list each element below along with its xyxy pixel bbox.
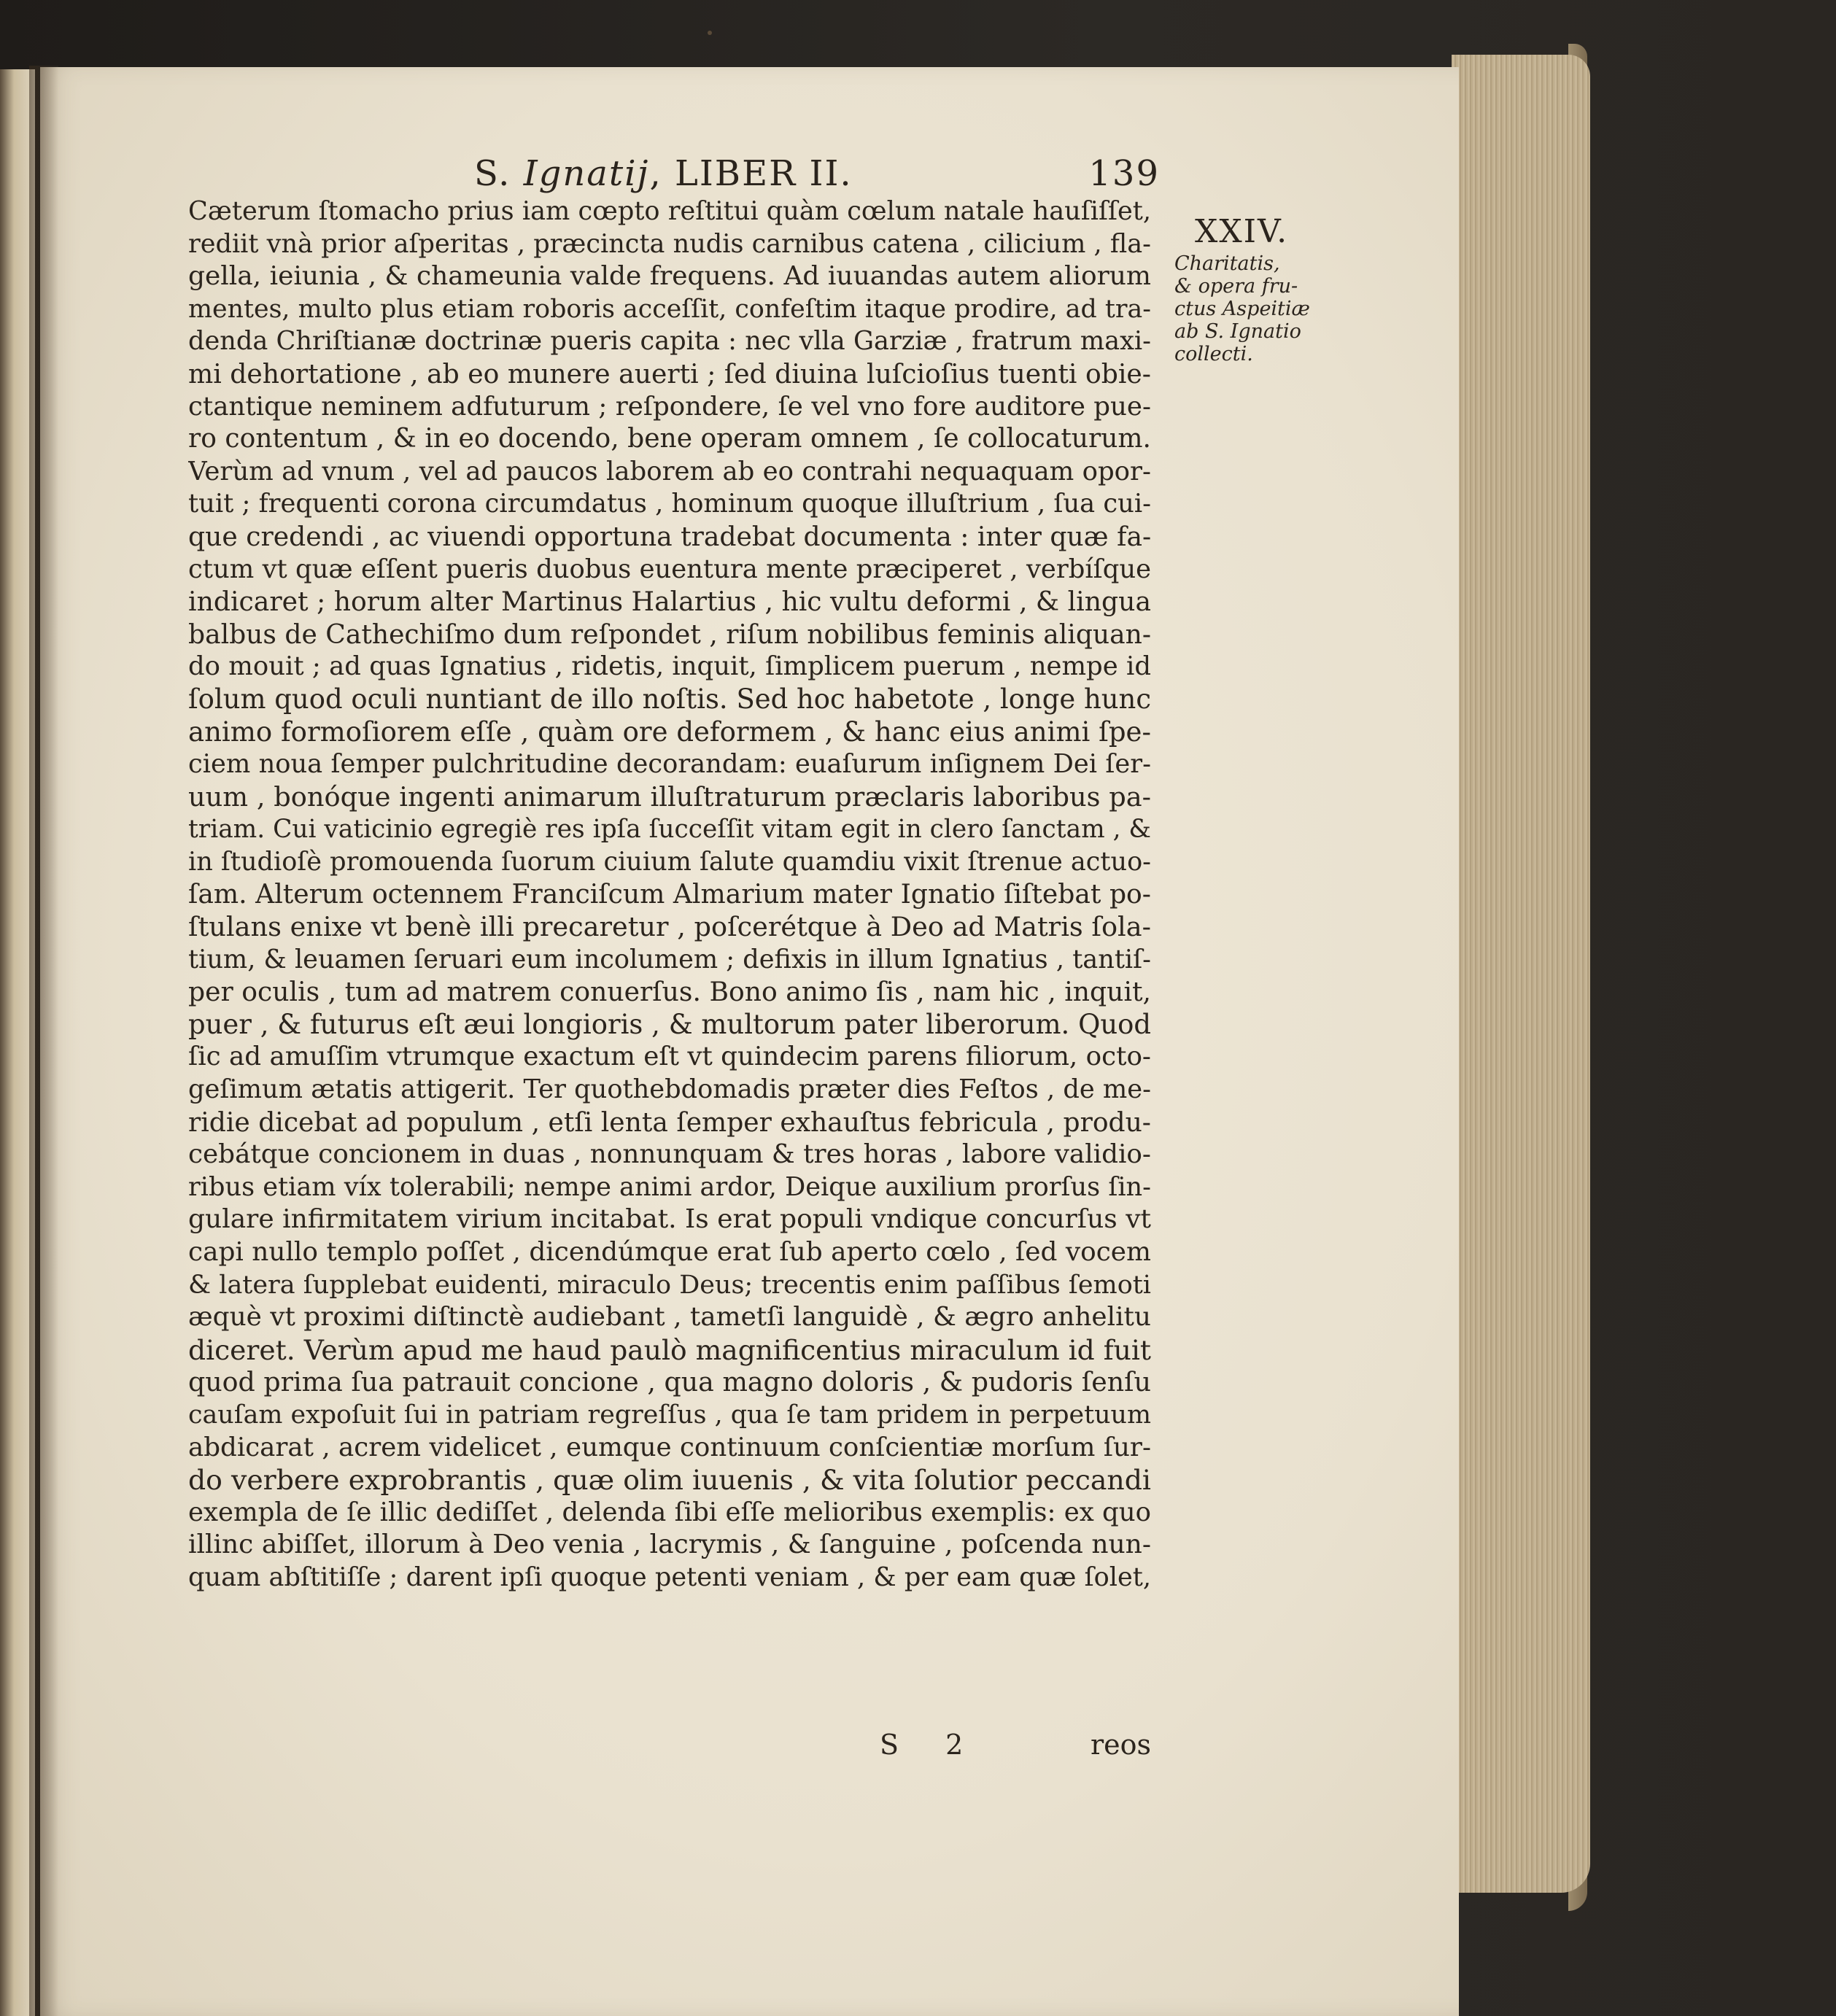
text-line: ribus etiam víx tolerabili; nempe animi ardor, Deique auxilium prorſus ſin- [188, 1171, 1151, 1202]
text-line: ſic ad amuſſim vtrumque exactum eſt vt quindecim parens filiorum, octo- [188, 1042, 1151, 1072]
text-line: æquè vt proximi diſtinctè audiebant , tametſi languidè , & ægro anhelitu [188, 1302, 1151, 1333]
margin-note-number: XXIV. [1195, 213, 1289, 250]
page-footer [188, 1729, 1151, 1765]
running-head-title [474, 153, 853, 194]
text-line: denda Chriſtianæ doctrinæ pueris capita : nec vlla Garziæ , fratrum maxi- [188, 326, 1151, 357]
text-line: indicaret ; horum alter Martinus Halartius , hic vultu deformi , & lingua [188, 586, 1151, 618]
text-line: triam. Cui vaticinio egregiè res ipſa ſucceſſit vitam egit in clero ſanctam , & [188, 815, 1151, 845]
text-line: abdicarat , acrem videlicet , eumque continuum conſcientiæ morſum ſur- [188, 1432, 1151, 1462]
text-line: do verbere exprobrantis , quæ olim iuuenis , & vita ſolutior peccandi [188, 1464, 1151, 1497]
text-line: ſolum quod oculi nuntiant de illo noſtis. Sed hoc habetote , longe hunc [188, 683, 1151, 715]
text-line: tuit ; frequenti corona circumdatus , hominum quoque illuſtrium , ſua cui- [188, 489, 1151, 519]
margin-note-line: collecti. [1174, 343, 1253, 365]
text-line: exempla de ſe illic dediſſet , delenda ſibi eſſe melioribus exemplis: ex quo [188, 1497, 1151, 1527]
text-line: cauſam expoſuit ſui in patriam regreſſus , qua ſe tam pridem in perpetuum [188, 1400, 1151, 1430]
body-text [188, 195, 1151, 1594]
margin-note-line: ctus Aspeitiæ [1174, 298, 1310, 320]
text-line: mentes, multo plus etiam roboris acceſſit, confeſtim itaque prodire, ad tra- [188, 294, 1151, 324]
text-line: diceret. Verùm apud me haud paulò magnificentius miraculum id fuit [188, 1333, 1151, 1366]
text-line: gulare infirmitatem virium incitabat. Is erat populi vndique concurſus vt [188, 1204, 1151, 1235]
page-number: 139 [1088, 153, 1160, 194]
text-line: ciem noua ſemper pulchritudine decorandam: euaſurum inſignem Dei ſer- [188, 749, 1151, 780]
text-line: balbus de Cathechiſmo dum reſpondet , riſum nobilibus feminis aliquan- [188, 619, 1151, 650]
text-line: do mouit ; ad quas Ignatius , ridetis, inquit, ſimplicem puerum , nempe id [188, 651, 1151, 682]
text-line: quod prima ſua patrauit concione , qua magno doloris , & pudoris ſenſu [188, 1366, 1151, 1398]
text-line: Verùm ad vnum , vel ad paucos laborem ab eo contrahi nequaquam opor- [188, 456, 1151, 486]
text-line: capi nullo templo poſſet , dicendúmque erat ſub aperto cœlo , ſed vocem [188, 1237, 1151, 1267]
text-line: gella, ieiunia , & chameunia valde frequens. Ad iuuandas autem aliorum [188, 261, 1151, 292]
text-line: Cæterum ſtomacho prius iam cœpto reſtitui quàm cœlum natale hauſiſſet, [188, 196, 1151, 226]
title-prefix: S. [474, 153, 524, 194]
text-line: illinc abiſſet, illorum à Deo venia , lacrymis , & ſanguine , poſcenda nun- [188, 1530, 1151, 1560]
text-line: rediit vnà prior aſperitas , præcincta nudis carnibus catena , cilicium , fla- [188, 228, 1151, 259]
text-line: ctantique neminem adfuturum ; reſpondere, ſe vel vno fore auditore pue- [188, 391, 1151, 422]
signature-mark: S 2 [880, 1729, 983, 1761]
text-line: ſtulans enixe vt benè illi precaretur , poſcerétque à Deo ad Matris ſola- [188, 911, 1151, 943]
margin-note-line: ab S. Ignatio [1174, 320, 1301, 343]
text-line: mi dehortatione , ab eo munere auerti ; ſed diuina luſcioſius tuenti obie- [188, 357, 1151, 389]
title-rest: , LIBER II. [649, 153, 853, 194]
text-line: uum , bonóque ingenti animarum illuſtraturum præclaris laboribus pa- [188, 780, 1151, 813]
text-line: geſimum ætatis attigerit. Ter quothebdomadis præter dies Feſtos , de me- [188, 1074, 1151, 1105]
text-line: in ſtudioſè promouenda ſuorum ciuium ſalute quamdiu vixit ſtrenue actuo- [188, 846, 1151, 877]
text-line: per oculis , tum ad matrem conuerſus. Bono animo ſis , nam hic , inquit, [188, 976, 1151, 1008]
text-line: ctum vt quæ eſſent pueris duobus euentura mente præciperet , verbíſque [188, 554, 1151, 584]
catchword: reos [1090, 1729, 1151, 1761]
page-block-edges [1452, 55, 1590, 1893]
margin-note-line: Charitatis, [1174, 252, 1280, 275]
text-line: tium, & leuamen ſeruari eum incolumem ; defixis in illum Ignatius , tantiſ- [188, 944, 1151, 974]
text-line: puer , & futurus eſt æui longioris , & multorum pater liberorum. Quod [188, 1008, 1151, 1040]
text-line: ro contentum , & in eo docendo, bene operam omnem , ſe collocaturum. [188, 424, 1151, 454]
text-line: cebátque concionem in duas , nonnunquam & tres horas , labore validio- [188, 1139, 1151, 1170]
gutter-shadow [29, 66, 58, 2016]
paper-speck [708, 31, 712, 35]
text-line: ridie dicebat ad populum , etſi lenta ſemper exhauſtus febricula , produ- [188, 1106, 1151, 1138]
text-line: quam abſtitiſſe ; darent ipſi quoque petenti veniam , & per eam quæ ſolet, [188, 1562, 1151, 1592]
title-italic: Ignatij [523, 153, 650, 194]
text-line: que credendi , ac viuendi opportuna tradebat documenta : inter quæ fa- [188, 520, 1151, 552]
margin-note-line: & opera fru- [1174, 275, 1298, 298]
text-line: & latera ſupplebat euidenti, miraculo Deus; trecentis enim paſſibus ſemoti [188, 1270, 1151, 1300]
margin-note [1174, 212, 1320, 365]
text-line: animo formoſiorem eſſe , quàm ore deformem , & hanc eius animi ſpe- [188, 716, 1151, 748]
text-line: ſam. Alterum octennem Franciſcum Almarium mater Ignatio ſiſtebat po- [188, 878, 1151, 910]
running-head [438, 153, 1160, 197]
